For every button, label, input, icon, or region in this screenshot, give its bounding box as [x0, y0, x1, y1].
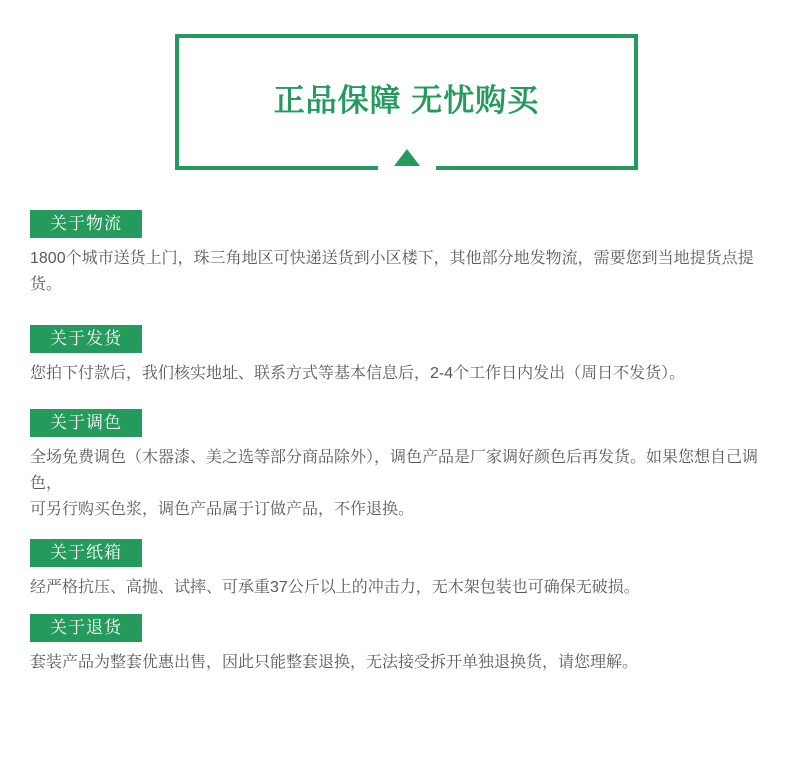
section-body — [30, 650, 775, 676]
section-shipping — [30, 325, 775, 387]
section-body-line: 1800个城市送货上门，珠三角地区可快递送货到小区楼下，其他部分地发物流，需要您到当地提货点提货。 — [30, 250, 754, 293]
info-sections — [0, 210, 790, 676]
section-label-badge: 关于纸箱 — [30, 539, 142, 567]
section-body — [30, 361, 775, 387]
section-body — [30, 445, 775, 523]
section-body-line: 可另行购买色浆，调色产品属于订做产品，不作退换。 — [30, 501, 415, 518]
triangle-up-icon — [394, 149, 420, 166]
section-label-badge: 关于发货 — [30, 325, 142, 353]
border-gap — [378, 166, 436, 170]
section-returns — [30, 614, 775, 676]
section-logistics — [30, 210, 775, 298]
section-tinting — [30, 409, 775, 523]
section-carton — [30, 539, 775, 601]
section-body-line: 经严格抗压、高抛、试摔、可承重37公斤以上的冲击力，无木架包装也可确保无破损。 — [30, 579, 640, 596]
section-body — [30, 246, 775, 298]
section-label-badge: 关于物流 — [30, 210, 142, 238]
section-label-badge: 关于调色 — [30, 409, 142, 437]
banner-title: 正品保障 无忧购买 — [273, 83, 540, 118]
section-label-badge: 关于退货 — [30, 614, 142, 642]
section-body-line: 套装产品为整套优惠出售，因此只能整套退换，无法接受拆开单独退换货，请您理解。 — [30, 654, 639, 671]
guarantee-banner — [175, 34, 638, 170]
section-body-line: 您拍下付款后，我们核实地址、联系方式等基本信息后，2-4个工作日内发出（周日不发货）。 — [30, 365, 686, 382]
section-body-line: 全场免费调色（木器漆、美之选等部分商品除外），调色产品是厂家调好颜色后再发货。如果您想自己调色， — [30, 449, 759, 492]
section-body — [30, 575, 775, 601]
product-info-page — [0, 34, 790, 758]
